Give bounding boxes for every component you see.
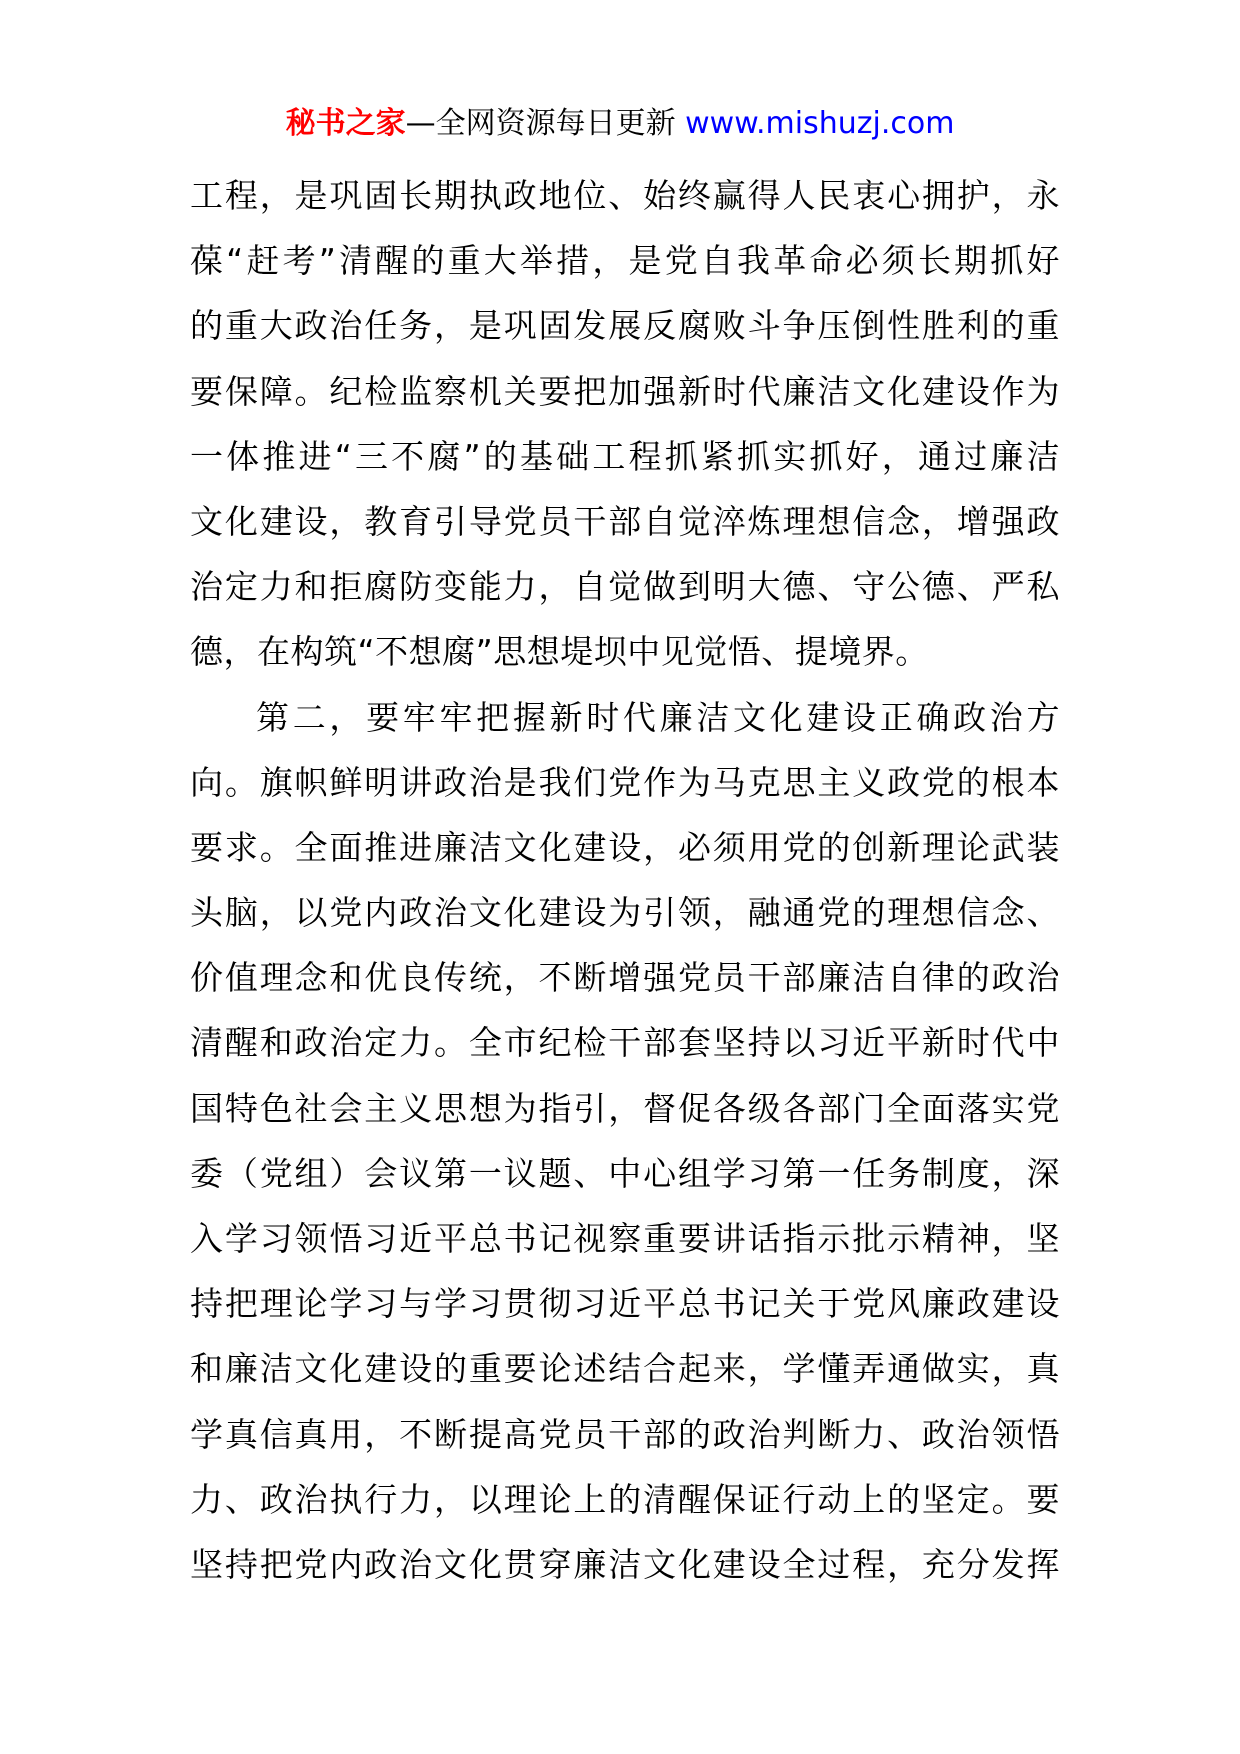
text-line: 力、政治执行力，以理论上的清醒保证行动上的坚定。要 — [190, 1479, 1060, 1519]
text-line: 一体推进“三不腐”的基础工程抓紧抓实抓好，通过廉洁 — [190, 436, 1060, 476]
text-line: 治定力和拒腐防变能力，自觉做到明大德、守公德、严私 — [190, 567, 1060, 607]
text-line: 价值理念和优良传统，不断增强党员干部廉洁自律的政治 — [190, 958, 1060, 998]
text-line: 持把理论学习与学习贯彻习近平总书记关于党风廉政建设 — [190, 1284, 1060, 1324]
text-line: 要求。全面推进廉洁文化建设，必须用党的创新理论武装 — [190, 827, 1060, 867]
text-line: 国特色社会主义思想为指引，督促各级各部门全面落实党 — [190, 1088, 1060, 1128]
text-line: 清醒和政治定力。全市纪检干部套坚持以习近平新时代中 — [190, 1023, 1060, 1063]
text-line: 文化建设，教育引导党员干部自觉淬炼理想信念，增强政 — [190, 501, 1060, 541]
text-line: 头脑，以党内政治文化建设为引领，融通党的理想信念、 — [190, 893, 1060, 933]
text-line: 坚持把党内政治文化贯穿廉洁文化建设全过程，充分发挥 — [190, 1544, 1060, 1584]
text-line: 葆“赶考”清醒的重大举措，是党自我革命必须长期抓好 — [190, 241, 1060, 281]
text-line: 委（党组）会议第一议题、中心组学习第一任务制度，深 — [190, 1153, 1060, 1193]
text-line: 学真信真用，不断提高党员干部的政治判断力、政治领悟 — [190, 1414, 1060, 1454]
text-line: 的重大政治任务，是巩固发展反腐败斗争压倒性胜利的重 — [190, 306, 1060, 346]
site-url-link[interactable]: www.mishuzj.com — [685, 106, 955, 141]
document-body — [190, 163, 1060, 1597]
paragraph-end-line: 德，在构筑“不想腐”思想堤坝中见觉悟、提境界。 — [190, 632, 929, 672]
text-line: 和廉洁文化建设的重要论述结合起来，学懂弄通做实，真 — [190, 1349, 1060, 1389]
site-tagline: —全网资源每日更新 — [405, 106, 686, 141]
paragraph-start-line: 第二，要牢牢把握新时代廉洁文化建设正确政治方 — [256, 697, 1060, 737]
text-line: 工程，是巩固长期执政地位、始终赢得人民衷心拥护，永 — [190, 176, 1060, 215]
text-line: 向。旗帜鲜明讲政治是我们党作为马克思主义政党的根本 — [190, 762, 1060, 802]
site-brand: 秘书之家 — [285, 106, 406, 141]
text-line: 要保障。纪检监察机关要把加强新时代廉洁文化建设作为 — [190, 371, 1060, 411]
site-header — [0, 104, 1240, 144]
text-line: 入学习领悟习近平总书记视察重要讲话指示批示精神，坚 — [190, 1219, 1060, 1258]
